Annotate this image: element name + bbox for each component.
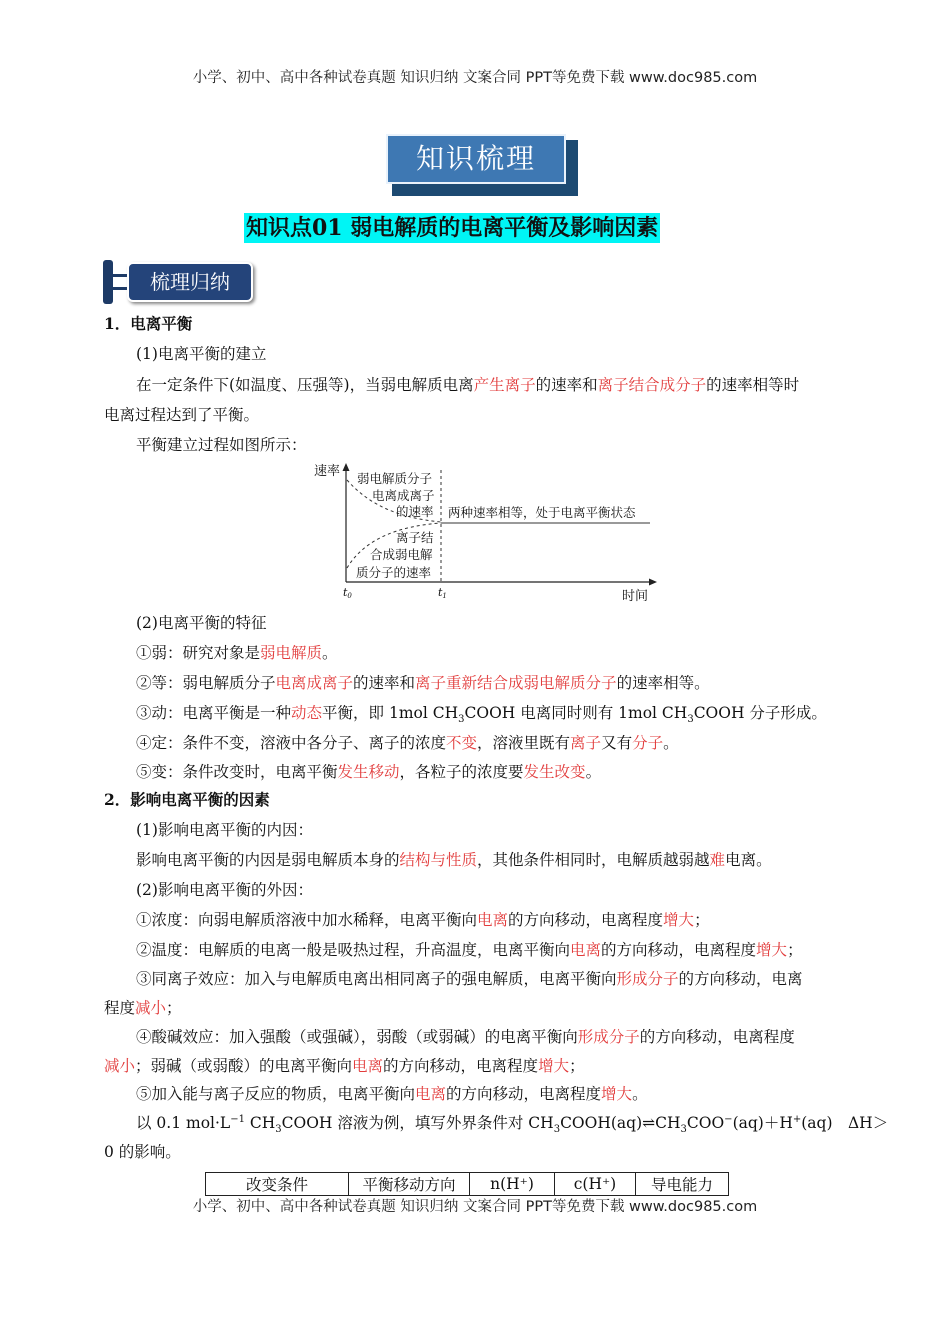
table-header-row: [206, 1173, 729, 1196]
table-header-cell: n(H⁺): [470, 1173, 555, 1196]
banner-title: 知识梳理: [386, 134, 566, 184]
feature-5: ⑤变：条件改变时，电离平衡发生移动，各粒子的浓度要发生改变。: [136, 763, 602, 781]
external-3: ③同离子效应：加入与电解质电离出相同离子的强电解质，电离平衡向形成分子的方向移动，电离: [136, 970, 803, 988]
section-tag: [103, 260, 253, 304]
upper-curve-label-1: 弱电解质分子: [357, 471, 433, 486]
feature-4: ④定：条件不变，溶液中各分子、离子的浓度不变，溶液里既有离子又有分子。: [136, 734, 679, 752]
paragraph-2: 平衡建立过程如图所示：: [136, 436, 307, 454]
table-header-cell: c(H⁺): [555, 1173, 636, 1196]
table-header-cell: 平衡移动方向: [349, 1173, 470, 1196]
internal-cause: 影响电离平衡的内因是弱电解质本身的结构与性质，其他条件相同时，电解质越弱越难电离。: [136, 851, 772, 869]
t0-label: t: [343, 586, 348, 599]
external-3-cont: 程度减小；: [104, 999, 182, 1017]
lower-curve-label-2: 合成弱电解: [370, 547, 433, 562]
external-2: ②温度：电解质的电离一般是吸热过程，升高温度，电离平衡向电离的方向移动，电离程度增大；: [136, 941, 803, 959]
section-1-title: 1．电离平衡: [104, 314, 193, 333]
page-header: 小学、初中、高中各种试卷真题 知识归纳 文案合同 PPT等免费下载 www.doc985.com: [192, 70, 758, 86]
section-tag-label: 梳理归纳: [127, 262, 253, 302]
page-footer: 小学、初中、高中各种试卷真题 知识归纳 文案合同 PPT等免费下载 www.doc985.com: [192, 1199, 758, 1215]
effect-table: [205, 1172, 729, 1196]
lower-curve-label-1: 离子结: [396, 530, 434, 545]
equilibrium-diagram: [310, 458, 660, 604]
diagram-y-label: 速率: [314, 464, 341, 479]
paragraph-1-cont: 电离过程达到了平衡。: [104, 406, 260, 424]
lower-curve-label-3: 质分子的速率: [356, 565, 432, 580]
s2-sub2: (2)影响电离平衡的外因：: [136, 881, 313, 899]
upper-curve-label-2: 电离成离子: [372, 488, 435, 503]
external-5: ⑤加入能与离子反应的物质，电离平衡向电离的方向移动，电离程度增大。: [136, 1085, 648, 1103]
s2-sub1: (1)影响电离平衡的内因：: [136, 821, 313, 839]
upper-curve-label-3: 的速率: [396, 504, 434, 519]
paragraph-1: 在一定条件下(如温度、压强等)，当弱电解质电离产生离子的速率和离子结合成分子的速率相等时: [136, 376, 800, 394]
equilibrium-label: 两种速率相等，处于电离平衡状态: [448, 505, 636, 520]
equilibrium-arrow-icon: ⇌: [642, 1114, 656, 1132]
diagram-x-label: 时间: [622, 589, 649, 604]
svg-text:t1: t1: [438, 586, 447, 600]
example-line-cont: 0 的影响。: [104, 1143, 181, 1161]
s1-sub2: (2)电离平衡的特征: [136, 614, 267, 632]
example-line: 以 0.1 $mol\cdot L^{-1}$ $CH_3COOH$ 溶液为例，填写外界条件对 $CH_3COOH(aq)\rightleftharpoons CH_3COO^-(aq)+H^+(aq)$ ΔH＞: [136, 1113, 889, 1136]
s1-sub1: (1)电离平衡的建立: [136, 345, 267, 363]
knowledge-banner: [386, 134, 574, 192]
section-2-title: 2．影响电离平衡的因素: [104, 790, 270, 809]
knowledge-point-title: 知识点01 弱电解质的电离平衡及影响因素: [246, 215, 659, 241]
external-4: ④酸碱效应：加入强酸（或强碱），弱酸（或弱碱）的电离平衡向形成分子的方向移动，电离程度: [136, 1028, 795, 1046]
table-header-cell: 改变条件: [206, 1173, 349, 1196]
feature-3: ③动：电离平衡是一种动态平衡，即 1mol $CH_3COOH$ 电离同时则有 1mol $CH_3COOH$ 分子形成。: [136, 704, 827, 726]
t1-label: t: [438, 586, 443, 599]
feature-1: ①弱：研究对象是弱电解质。: [136, 644, 338, 662]
table-header-cell: 导电能力: [636, 1173, 729, 1196]
external-4-cont: 减小；弱碱（或弱酸）的电离平衡向电离的方向移动，电离程度增大；: [104, 1057, 585, 1075]
svg-text:t0: t0: [343, 586, 352, 600]
external-1: ①浓度：向弱电解质溶液中加水稀释，电离平衡向电离的方向移动，电离程度增大；: [136, 911, 710, 929]
feature-2: ②等：弱电解质分子电离成离子的速率和离子重新结合成弱电解质分子的速率相等。: [136, 674, 710, 692]
